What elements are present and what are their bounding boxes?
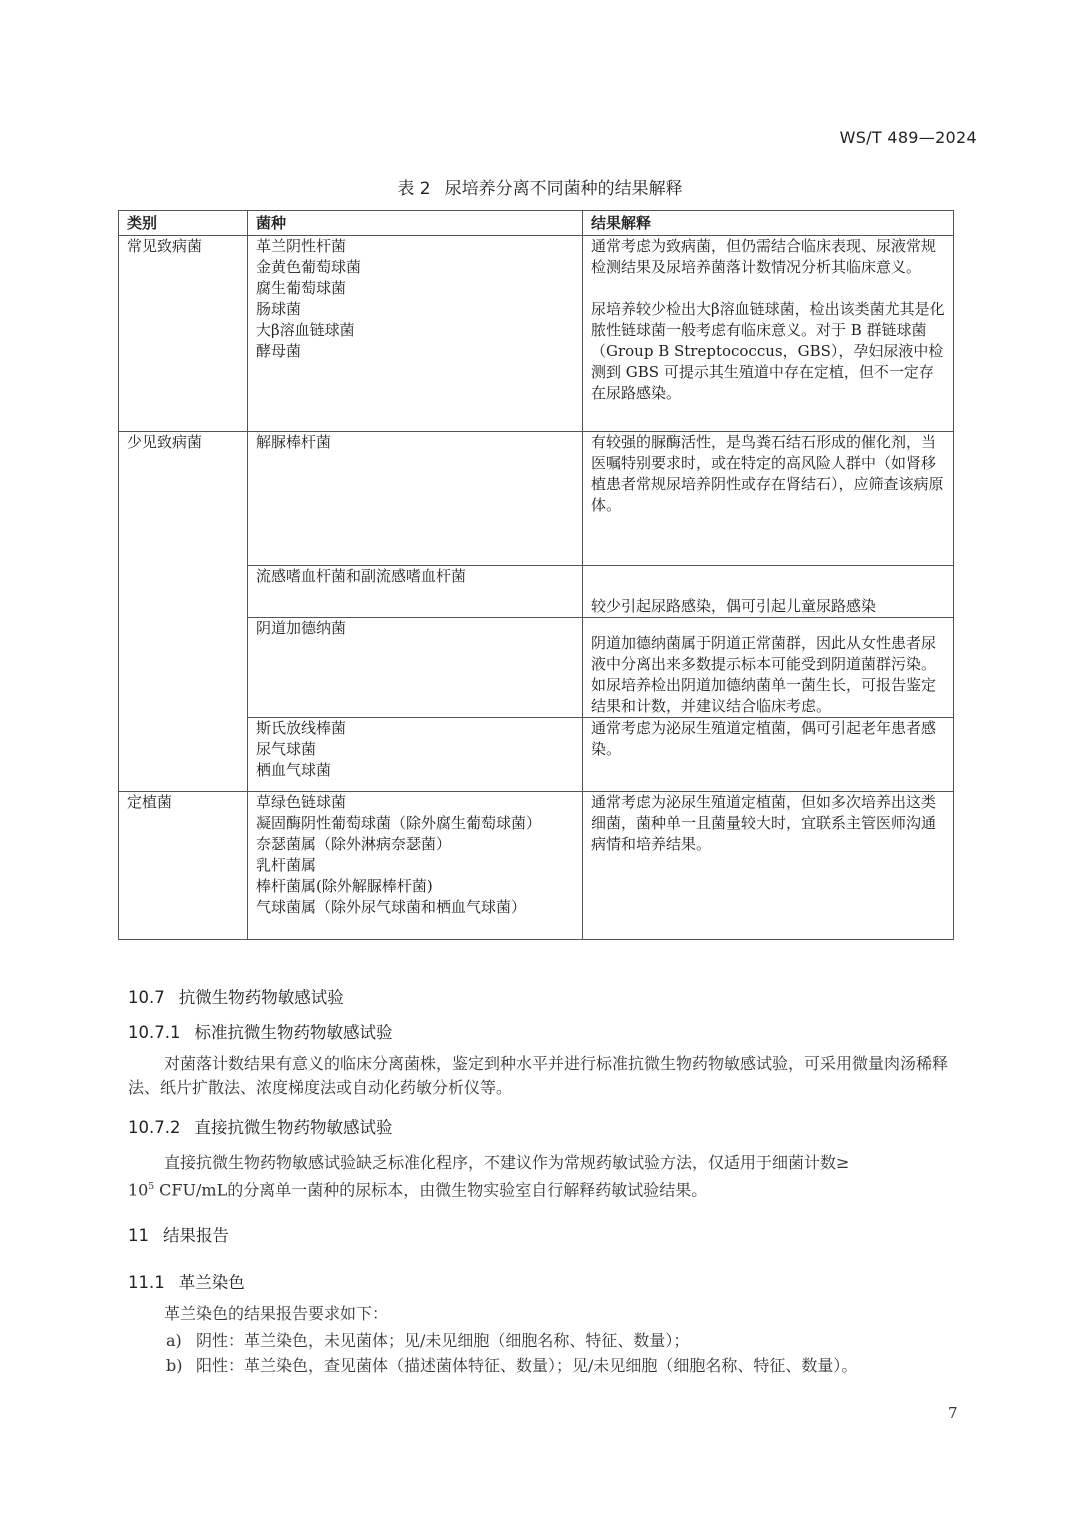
table-row bbox=[119, 792, 954, 940]
column-header-category: 类别 bbox=[119, 211, 248, 236]
results-interpretation-table bbox=[118, 210, 954, 940]
interpretation-cell bbox=[583, 432, 954, 566]
category-cell: 定植菌 bbox=[119, 792, 248, 940]
species-item: 解脲棒杆菌 bbox=[256, 433, 332, 451]
species-cell bbox=[248, 792, 583, 940]
interpretation-cell bbox=[583, 566, 954, 618]
table-row bbox=[119, 432, 954, 566]
interpretation-paragraph: 尿培养较少检出大β溶血链球菌，检出该类菌尤其是化脓性链球菌一般考虑有临床意义。对于 B 群链球菌（Group B Streptococcus，GBS），孕妇尿液中检测到 GBS 可提示其生殖道中存在定植，但不一定存在尿路感染。 bbox=[591, 300, 945, 402]
table-caption bbox=[0, 174, 1080, 199]
species-item: 腐生葡萄球菌 bbox=[256, 279, 347, 297]
category-cell: 常见致病菌 bbox=[119, 236, 248, 432]
interpretation-paragraph: 阴道加德纳菌属于阴道正常菌群，因此从女性患者尿液中分离出来多数提示标本可能受到阴道菌群污染。如尿培养检出阴道加德纳菌单一菌生长，可报告鉴定结果和计数，并建议结合临床考虑。 bbox=[591, 634, 937, 715]
species-item: 斯氏放线棒菌 bbox=[256, 719, 347, 737]
section-heading-11 bbox=[128, 1222, 229, 1246]
list-item bbox=[166, 1353, 857, 1376]
section-number: 10.7 bbox=[128, 988, 165, 1007]
interpretation-paragraph: 通常考虑为泌尿生殖道定植菌，偶可引起老年患者感染。 bbox=[591, 719, 937, 758]
paragraph-standard-ast: 对菌落计数结果有意义的临床分离菌株，鉴定到种水平并进行标准抗微生物药物敏感试验，可采用微量肉汤稀释法、纸片扩散法、浓度梯度法或自动化药敏分析仪等。 bbox=[128, 1054, 949, 1097]
interpretation-cell bbox=[583, 792, 954, 940]
interpretation-paragraph: 有较强的脲酶活性，是鸟粪石结石形成的催化剂，当医嘱特别要求时，或在特定的高风险人群中（如肾移植患者常规尿培养阴性或存在肾结石），应筛查该病原体。 bbox=[591, 433, 944, 514]
species-item: 革兰阴性杆菌 bbox=[256, 237, 347, 255]
column-header-interpretation: 结果解释 bbox=[583, 211, 954, 236]
species-item: 栖血气球菌 bbox=[256, 761, 332, 779]
species-item: 流感嗜血杆菌和副流感嗜血杆菌 bbox=[256, 567, 467, 585]
interpretation-paragraph: 较少引起尿路感染，偶可引起儿童尿路感染 bbox=[591, 597, 877, 615]
exponent: 5 bbox=[148, 1182, 155, 1192]
interpretation-cell bbox=[583, 618, 954, 718]
section-heading-10-7-2 bbox=[128, 1114, 392, 1138]
species-item: 乳杆菌属 bbox=[256, 856, 317, 874]
species-item: 尿气球菌 bbox=[256, 740, 317, 758]
paragraph-line: $10^5$ CFU/mL的分离单一菌种的尿标本，由微生物实验室自行解释药敏试验结果。 bbox=[128, 1180, 708, 1200]
species-item: 酵母菌 bbox=[256, 342, 302, 360]
category-cell: 少见致病菌 bbox=[119, 432, 248, 792]
section-number: 11.1 bbox=[128, 1273, 165, 1292]
interpretation-paragraph: 通常考虑为致病菌，但仍需结合临床表现、尿液常规检测结果及尿培养菌落计数情况分析其临床意义。 bbox=[591, 237, 937, 276]
list-marker: b) bbox=[166, 1356, 183, 1375]
table-number: 表 2 bbox=[397, 179, 431, 199]
section-heading-10-7-1 bbox=[128, 1019, 392, 1043]
interpretation-cell bbox=[583, 236, 954, 432]
species-item: 金黄色葡萄球菌 bbox=[256, 258, 362, 276]
paragraph-line: 直接抗微生物药物敏感试验缺乏标准化程序，不建议作为常规药敏试验方法，仅适用于细菌计数≥ bbox=[164, 1153, 850, 1172]
paragraph-gram-intro: 革兰染色的结果报告要求如下： bbox=[164, 1304, 389, 1323]
page-number: 7 bbox=[948, 1404, 958, 1422]
list-text: 阴性：革兰染色，未见菌体；见/未见细胞（细胞名称、特征、数量）； bbox=[196, 1331, 690, 1350]
list-item bbox=[166, 1328, 689, 1351]
section-number: 10.7.2 bbox=[128, 1118, 181, 1137]
table-title: 尿培养分离不同菌种的结果解释 bbox=[444, 179, 683, 199]
column-header-species: 菌种 bbox=[248, 211, 583, 236]
species-cell bbox=[248, 618, 583, 718]
species-item: 奈瑟菌属（除外淋病奈瑟菌） bbox=[256, 835, 452, 853]
standard-code: WS/T 489—2024 bbox=[839, 128, 977, 147]
section-title: 革兰染色 bbox=[178, 1273, 245, 1292]
table-header-row bbox=[119, 211, 954, 236]
section-number: 11 bbox=[128, 1226, 149, 1245]
interpretation-paragraph: 通常考虑为泌尿生殖道定植菌，但如多次培养出这类细菌，菌种单一且菌量较大时，宜联系主管医师沟通病情和培养结果。 bbox=[591, 793, 937, 853]
table-row bbox=[119, 236, 954, 432]
species-item: 大β溶血链球菌 bbox=[256, 321, 355, 339]
list-text: 阳性：革兰染色，查见菌体（描述菌体特征、数量）；见/未见细胞（细胞名称、特征、数量）。 bbox=[196, 1356, 858, 1375]
species-cell bbox=[248, 236, 583, 432]
paragraph-direct-ast bbox=[128, 1151, 978, 1202]
list-marker: a) bbox=[166, 1331, 182, 1350]
section-heading-10-7 bbox=[128, 984, 344, 1008]
section-title: 抗微生物药物敏感试验 bbox=[178, 988, 344, 1007]
species-item: 肠球菌 bbox=[256, 300, 302, 318]
species-item: 棒杆菌属(除外解脲棒杆菌) bbox=[256, 877, 433, 895]
section-title: 结果报告 bbox=[163, 1226, 229, 1245]
section-number: 10.7.1 bbox=[128, 1023, 181, 1042]
section-title: 直接抗微生物药物敏感试验 bbox=[194, 1118, 393, 1137]
species-cell bbox=[248, 718, 583, 792]
section-heading-11-1 bbox=[128, 1269, 245, 1293]
species-item: 凝固酶阴性葡萄球菌（除外腐生葡萄球菌） bbox=[256, 814, 542, 832]
interpretation-cell bbox=[583, 718, 954, 792]
species-item: 气球菌属（除外尿气球菌和栖血气球菌） bbox=[256, 898, 527, 916]
section-title: 标准抗微生物药物敏感试验 bbox=[194, 1023, 393, 1042]
species-item: 阴道加德纳菌 bbox=[256, 619, 347, 637]
species-cell bbox=[248, 566, 583, 618]
species-item: 草绿色链球菌 bbox=[256, 793, 347, 811]
species-cell bbox=[248, 432, 583, 566]
